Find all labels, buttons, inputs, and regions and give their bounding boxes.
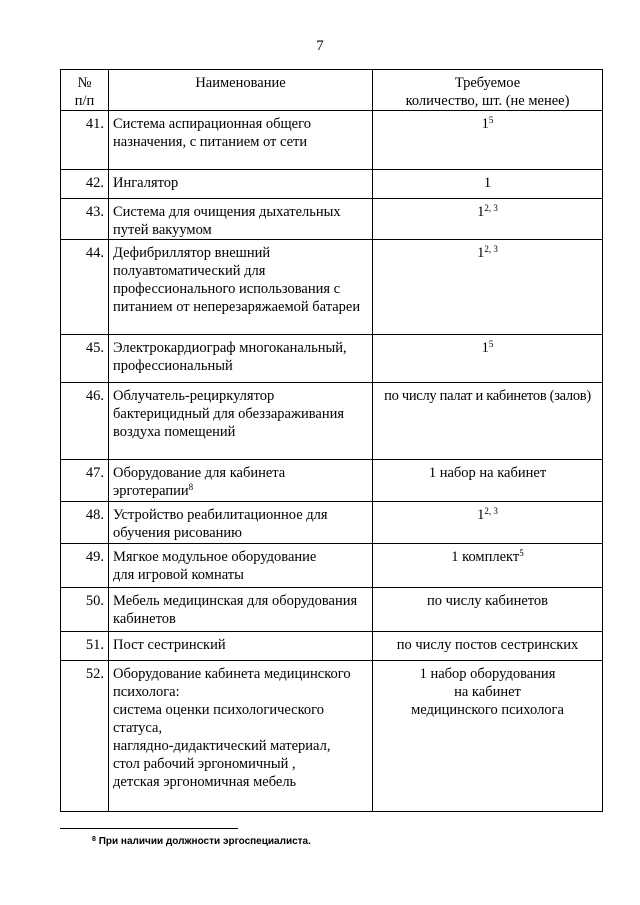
row-name-text: Оборудование для кабинета эрготерапии bbox=[113, 465, 286, 499]
footnote-ref: 8 bbox=[188, 482, 194, 492]
header-qty: Требуемое количество, шт. (не менее) bbox=[373, 70, 603, 111]
row-qty bbox=[373, 383, 603, 460]
row-qty bbox=[373, 199, 603, 240]
table-row bbox=[61, 383, 603, 460]
row-num: 48. bbox=[61, 502, 109, 544]
row-qty bbox=[373, 240, 603, 335]
qty-value: 1 комплект bbox=[451, 549, 520, 565]
row-num: 49. bbox=[61, 544, 109, 588]
qty-value: 1 bbox=[481, 340, 489, 356]
qty-value: 1 bbox=[481, 116, 489, 132]
qty-value: 1 bbox=[477, 245, 485, 261]
table-row bbox=[61, 588, 603, 632]
row-name: Ингалятор bbox=[109, 170, 373, 199]
row-num: 46. bbox=[61, 383, 109, 460]
table-row bbox=[61, 502, 603, 544]
row-qty bbox=[373, 460, 603, 502]
qty-value: по числу кабинетов bbox=[426, 593, 549, 609]
table-row bbox=[61, 544, 603, 588]
footnote bbox=[92, 836, 311, 847]
row-num: 45. bbox=[61, 335, 109, 383]
table-row bbox=[61, 661, 603, 812]
footnote-ref: 5 bbox=[519, 548, 524, 558]
footnote-marker: 8 bbox=[92, 836, 96, 843]
qty-value: 1 bbox=[483, 175, 492, 191]
table-header-row bbox=[61, 70, 603, 111]
row-name: Электрокардиограф многоканальный, профессиональный bbox=[109, 335, 373, 383]
row-name: Устройство реабилитационное для обучения рисованию bbox=[109, 502, 373, 544]
row-qty bbox=[373, 632, 603, 661]
table-row bbox=[61, 199, 603, 240]
qty-value: по числу палат и кабинетов (залов) bbox=[384, 388, 591, 404]
row-qty bbox=[373, 111, 603, 170]
row-qty bbox=[373, 335, 603, 383]
row-name: Облучатель-рециркулятор бактерицидный для обеззараживания воздуха помещений bbox=[109, 383, 373, 460]
footnote-ref: 2, 3 bbox=[484, 506, 498, 516]
table-row bbox=[61, 460, 603, 502]
qty-value: 1 bbox=[477, 204, 485, 220]
table-row bbox=[61, 111, 603, 170]
row-qty bbox=[373, 544, 603, 588]
row-num: 42. bbox=[61, 170, 109, 199]
footnote-ref: 2, 3 bbox=[484, 244, 498, 254]
footnote-separator bbox=[60, 828, 238, 829]
row-num: 43. bbox=[61, 199, 109, 240]
table-row bbox=[61, 170, 603, 199]
header-num: № п/п bbox=[61, 70, 109, 111]
row-name: Оборудование кабинета медицинского психолога: система оценки психологического статуса, наглядно-дидактический материал, стол рабочий эргономичный , детская эргономичная мебель bbox=[109, 661, 373, 812]
table-row bbox=[61, 240, 603, 335]
row-qty bbox=[373, 588, 603, 632]
row-num: 47. bbox=[61, 460, 109, 502]
header-name: Наименование bbox=[109, 70, 373, 111]
table-row bbox=[61, 335, 603, 383]
row-name: Система для очищения дыхательных путей вакуумом bbox=[109, 199, 373, 240]
row-name: Мягкое модульное оборудование для игровой комнаты bbox=[109, 544, 373, 588]
page-number: 7 bbox=[316, 38, 324, 54]
table-row bbox=[61, 632, 603, 661]
footnote-text: При наличии должности эргоспециалиста. bbox=[98, 836, 311, 847]
row-name: Мебель медицинская для оборудования кабинетов bbox=[109, 588, 373, 632]
qty-value: 1 bbox=[477, 507, 485, 523]
row-num: 50. bbox=[61, 588, 109, 632]
equipment-table bbox=[60, 69, 603, 812]
qty-value: 1 набор на кабинет bbox=[428, 465, 547, 481]
row-qty: 1 набор оборудования на кабинет медицинского психолога bbox=[373, 661, 603, 812]
qty-value: по числу постов сестринских bbox=[396, 637, 579, 653]
row-name: Пост сестринский bbox=[109, 632, 373, 661]
row-qty bbox=[373, 502, 603, 544]
row-qty bbox=[373, 170, 603, 199]
row-name: Дефибриллятор внешний полуавтоматический для профессионального использования с питанием от неперезаряжаемой батареи bbox=[109, 240, 373, 335]
row-name: Система аспирационная общего назначения, с питанием от сети bbox=[109, 111, 373, 170]
row-num: 51. bbox=[61, 632, 109, 661]
row-num: 52. bbox=[61, 661, 109, 812]
footnote-ref: 2, 3 bbox=[484, 203, 498, 213]
footnote-ref: 5 bbox=[488, 115, 494, 125]
row-name bbox=[109, 460, 373, 502]
row-num: 44. bbox=[61, 240, 109, 335]
row-num: 41. bbox=[61, 111, 109, 170]
footnote-ref: 5 bbox=[488, 339, 494, 349]
